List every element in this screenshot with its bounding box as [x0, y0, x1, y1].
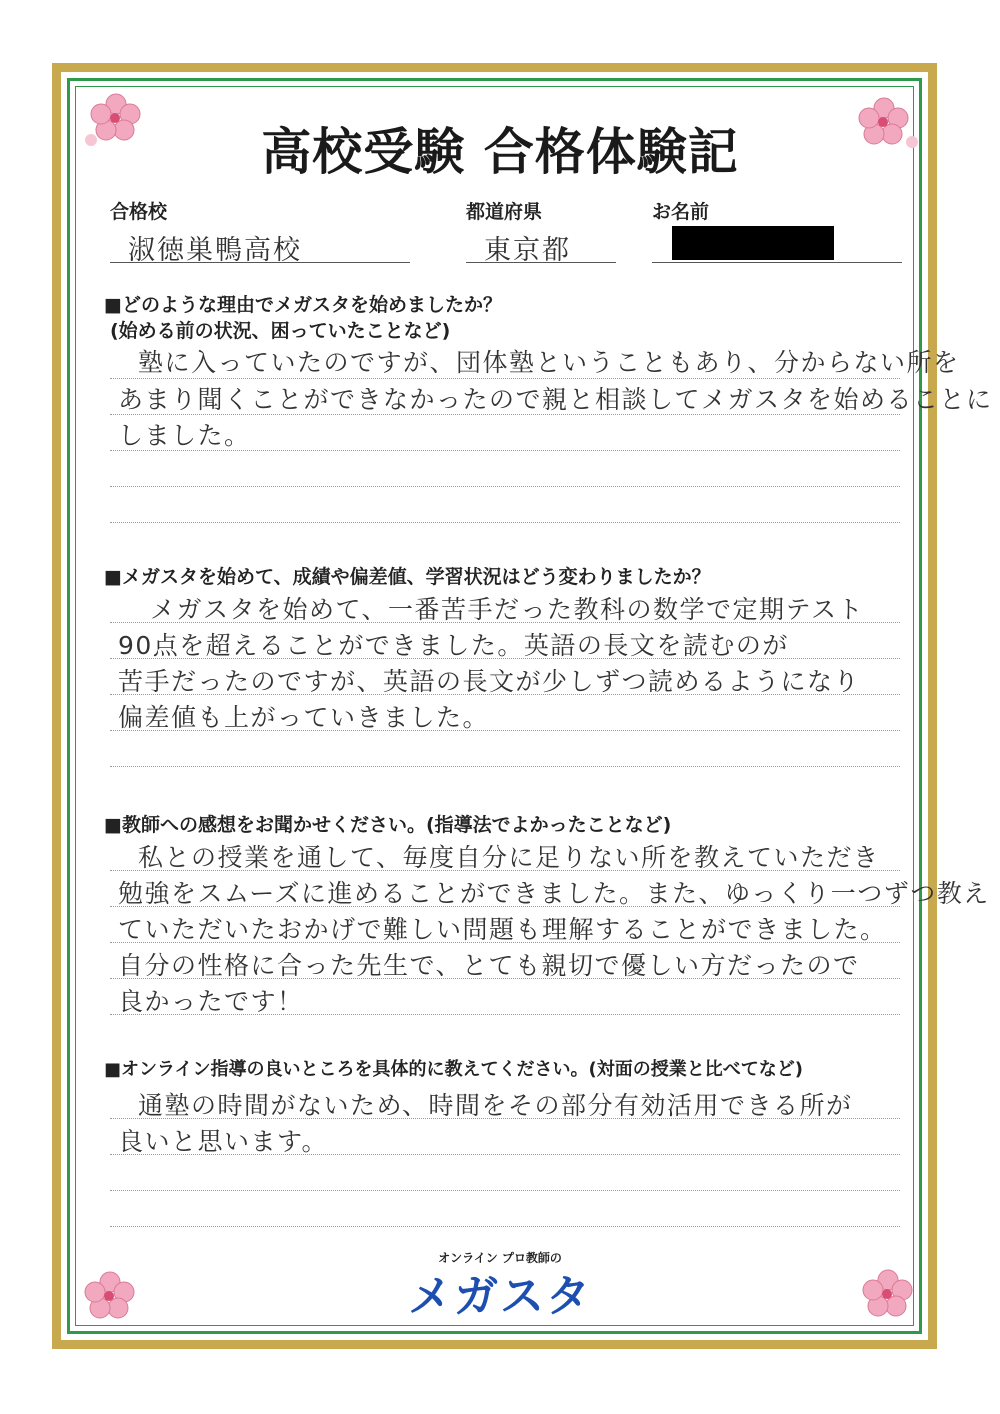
logo-tagline: オンライン プロ教師の — [438, 1251, 562, 1265]
section-1-line-1: 塾に入っていたのですが、団体塾ということもあり、分からない所を — [138, 348, 960, 377]
prefecture-label: 都道府県 — [466, 201, 543, 223]
name-label: お名前 — [652, 201, 710, 223]
ruled-line — [110, 522, 900, 523]
section-4-line-2: 良いと思います。 — [118, 1127, 329, 1156]
section-3-line-4: 自分の性格に合った先生で、とても親切で優しい方だったので — [118, 951, 860, 980]
section-4-heading: ■オンライン指導の良いところを具体的に教えてください。(対面の授業と比べてなど) — [104, 1059, 803, 1080]
ruled-line — [110, 486, 900, 487]
section-2-heading: ■メガスタを始めて、成績や偏差値、学習状況はどう変わりましたか？ — [104, 566, 711, 588]
school-underline — [110, 262, 410, 263]
school-value: 淑徳巣鴨高校 — [128, 235, 302, 266]
section-3-line-1: 私との授業を通して、毎度自分に足りない所を教えていただき — [138, 843, 880, 872]
section-4-line-1: 通塾の時間がないため、時間をその部分有効活用できる所が — [138, 1091, 853, 1120]
page-title: 高校受験 合格体験記 — [261, 122, 739, 181]
logo-name: メガスタ — [408, 1271, 592, 1322]
section-2-line-2: 90点を超えることができました。英語の長文を読むのが — [118, 631, 789, 660]
prefecture-value: 東京都 — [484, 235, 571, 266]
section-1-heading: ■どのような理由でメガスタを始めましたか？ — [104, 294, 502, 316]
ruled-line — [110, 766, 900, 767]
section-3-line-2: 勉強をスムーズに進めることができました。また、ゆっくり一つずつ教え — [118, 879, 990, 908]
name-underline — [652, 262, 902, 263]
section-1-subheading: (始める前の状況、困っていたことなど) — [110, 320, 451, 342]
ruled-line — [110, 1226, 900, 1227]
school-label: 合格校 — [110, 201, 168, 223]
section-1-line-3: しました。 — [118, 421, 251, 450]
section-2-line-3: 苦手だったのですが、英語の長文が少しずつ読めるようになり — [118, 667, 861, 696]
name-redaction — [672, 226, 834, 260]
section-1-line-2: あまり聞くことができなかったので親と相談してメガスタを始めることに — [118, 385, 993, 414]
ruled-line — [110, 1190, 900, 1191]
section-2-line-4: 偏差値も上がっていきました。 — [118, 703, 490, 732]
prefecture-underline — [466, 262, 616, 263]
section-3-line-5: 良かったです！ — [118, 987, 304, 1016]
section-2-line-1: メガスタを始めて、一番苦手だった教科の数学で定期テスト — [150, 595, 865, 624]
section-3-line-3: ていただいたおかげで難しい問題も理解することができました。 — [118, 915, 887, 944]
section-3-heading: ■教師への感想をお聞かせください。(指導法でよかったことなど) — [104, 814, 672, 836]
